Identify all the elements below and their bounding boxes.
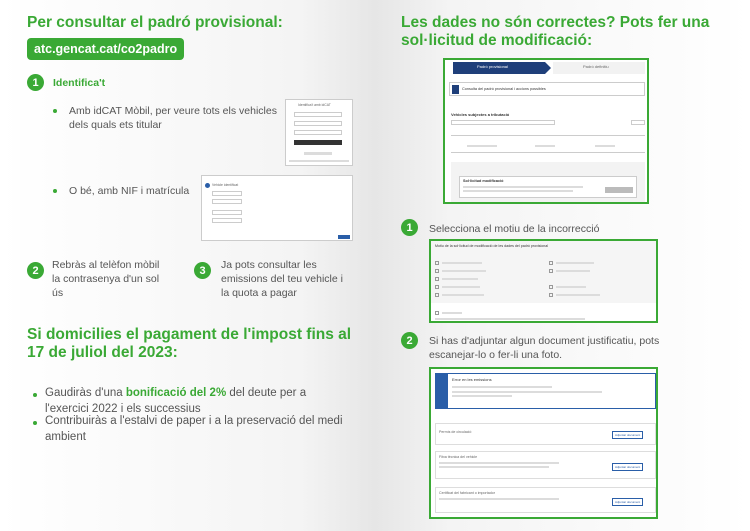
step1-bullet1: Amb idCAT Mòbil, per veure tots els vehicles dels quals ets titular bbox=[69, 105, 277, 132]
motiu-checkbox[interactable] bbox=[549, 293, 553, 297]
right-step1-text: Selecciona el motiu de la incorrecció bbox=[429, 223, 600, 235]
url-badge[interactable]: atc.gencat.cat/co2padro bbox=[27, 38, 184, 60]
idcat-screenshot bbox=[285, 99, 353, 166]
motiu-checkbox[interactable] bbox=[549, 269, 553, 273]
step1-title: Identifica't bbox=[53, 77, 106, 89]
adjunta-button[interactable]: Adjuntar document bbox=[612, 463, 643, 471]
motiu-checkbox[interactable] bbox=[435, 311, 439, 315]
motiu-note bbox=[435, 318, 585, 320]
errors-line bbox=[452, 395, 512, 397]
fitxa-label: Fitxa tècnica del vehicle bbox=[439, 455, 478, 459]
mini-field bbox=[212, 210, 242, 215]
mini-text: Vehicle identificat bbox=[212, 183, 239, 187]
certificat-line bbox=[439, 498, 559, 500]
adjunta-button[interactable]: Adjuntar document bbox=[612, 498, 643, 506]
left-title2: Si domicilies el pagament de l'impost fins al 17 de juliol del 2023: bbox=[27, 326, 352, 361]
mini-bar bbox=[304, 152, 332, 155]
motiu-checkbox[interactable] bbox=[549, 261, 553, 265]
motiu-option bbox=[442, 294, 484, 296]
adjunta-button[interactable]: Adjuntar document bbox=[612, 431, 643, 439]
benefit2: Contribuiràs a l'estalvi de paper i a la preservació del medi ambient bbox=[45, 415, 343, 443]
bullet-dot bbox=[53, 109, 57, 113]
consult-box bbox=[449, 82, 645, 96]
padro-screenshot bbox=[443, 58, 649, 204]
motiu-option bbox=[556, 286, 586, 288]
tab-provisional[interactable] bbox=[453, 62, 545, 74]
motiu-screenshot bbox=[429, 239, 658, 323]
filter-field[interactable] bbox=[451, 120, 555, 125]
errors-label: Error en les emissions bbox=[452, 377, 492, 382]
mini-field bbox=[212, 191, 242, 196]
tab-definitiu-label: Padró definitiu bbox=[583, 64, 609, 69]
step1-number: 1 bbox=[27, 74, 44, 91]
motiu-title: Motiu de la sol·licitud de modificació de les dades del padró provisional bbox=[435, 244, 549, 248]
mini-bar bbox=[289, 160, 349, 162]
right-title: Les dades no són correctes? Pots fer una sol·licitud de modificació: bbox=[401, 14, 710, 49]
motiu-option bbox=[442, 262, 482, 264]
tab-provisional-label: Padró provisional bbox=[477, 64, 508, 69]
mini-button bbox=[294, 140, 342, 145]
motiu-checkbox[interactable] bbox=[435, 269, 439, 273]
fitxa-line bbox=[439, 462, 559, 464]
fitxa-row bbox=[435, 451, 656, 479]
mini-field bbox=[294, 112, 342, 117]
tab-arrow bbox=[545, 62, 551, 74]
motiu-checkbox[interactable] bbox=[435, 277, 439, 281]
motiu-option bbox=[442, 270, 486, 272]
right-step2-number: 2 bbox=[401, 332, 418, 349]
errors-box bbox=[435, 373, 656, 409]
motiu-checkbox[interactable] bbox=[435, 285, 439, 289]
benefit1-post: del deute per a l'exercici 2022 i els successius bbox=[45, 387, 307, 415]
errors-line bbox=[452, 391, 602, 393]
table-cell bbox=[595, 145, 615, 147]
right-step1-number: 1 bbox=[401, 219, 418, 236]
bullet-dot bbox=[33, 393, 37, 397]
step3-number: 3 bbox=[194, 262, 211, 279]
permis-row bbox=[435, 423, 656, 445]
motiu-option bbox=[442, 312, 462, 314]
step2-number: 2 bbox=[27, 262, 44, 279]
motiu-checkbox[interactable] bbox=[435, 261, 439, 265]
mini-field bbox=[212, 218, 242, 223]
mini-field bbox=[294, 121, 342, 126]
documents-screenshot bbox=[429, 367, 658, 519]
tab-definitiu[interactable] bbox=[553, 62, 645, 74]
sol-text-line bbox=[463, 186, 583, 188]
consult-icon bbox=[452, 85, 459, 94]
motiu-option bbox=[556, 262, 594, 264]
motiu-option bbox=[556, 270, 590, 272]
errors-line bbox=[452, 386, 552, 388]
certificat-label: Certificat del fabricant o importador bbox=[439, 491, 495, 495]
mini-text: Identifica't amb idCAT bbox=[298, 103, 331, 107]
filter-button[interactable] bbox=[631, 120, 645, 125]
sol-label: Sol·licitud modificació bbox=[463, 179, 504, 183]
mini-field bbox=[294, 130, 342, 135]
benefit1-pre: Gaudiràs d'una bbox=[45, 387, 126, 399]
mini-button bbox=[338, 235, 350, 239]
vehicles-label: Vehicles subjectes a tributació bbox=[451, 112, 510, 117]
certificat-row bbox=[435, 487, 656, 513]
sol-text-line bbox=[463, 190, 573, 192]
table-header-line bbox=[451, 135, 645, 136]
permis-label: Permís de circulació bbox=[439, 430, 472, 434]
nif-screenshot bbox=[201, 175, 353, 241]
step1-bullet2: O bé, amb NIF i matrícula bbox=[69, 185, 190, 197]
sol-box bbox=[459, 176, 637, 198]
motiu-option bbox=[442, 286, 480, 288]
info-icon bbox=[436, 374, 448, 408]
motiu-checkbox[interactable] bbox=[435, 293, 439, 297]
mini-field bbox=[212, 199, 242, 204]
table-cell bbox=[467, 145, 497, 147]
benefit1-bold: bonificació del 2% bbox=[125, 387, 227, 399]
fitxa-line bbox=[439, 466, 549, 468]
sol-panel bbox=[451, 162, 645, 202]
right-step2-text: Si has d'adjuntar algun document justificatiu, pots escanejar-lo o fer-li una foto. bbox=[429, 335, 660, 362]
mini-icon bbox=[205, 183, 210, 188]
motiu-option bbox=[442, 278, 478, 280]
bullet-dot bbox=[53, 189, 57, 193]
sol-button[interactable] bbox=[605, 187, 633, 193]
motiu-option bbox=[556, 294, 600, 296]
left-title: Per consultar el padró provisional: bbox=[27, 14, 283, 31]
bullet-dot bbox=[33, 421, 37, 425]
benefit1 bbox=[45, 386, 345, 417]
consult-label: Consulta del padró provisional i accions possibles bbox=[462, 87, 546, 91]
table-row-line bbox=[451, 152, 645, 153]
table-cell bbox=[535, 145, 555, 147]
step3-text: Ja pots consultar les emissions del teu vehicle i la quota a pagar bbox=[221, 259, 343, 300]
motiu-checkbox[interactable] bbox=[549, 285, 553, 289]
step2-text: Rebràs al telèfon mòbil la contrasenya d'un sol ús bbox=[52, 259, 160, 300]
